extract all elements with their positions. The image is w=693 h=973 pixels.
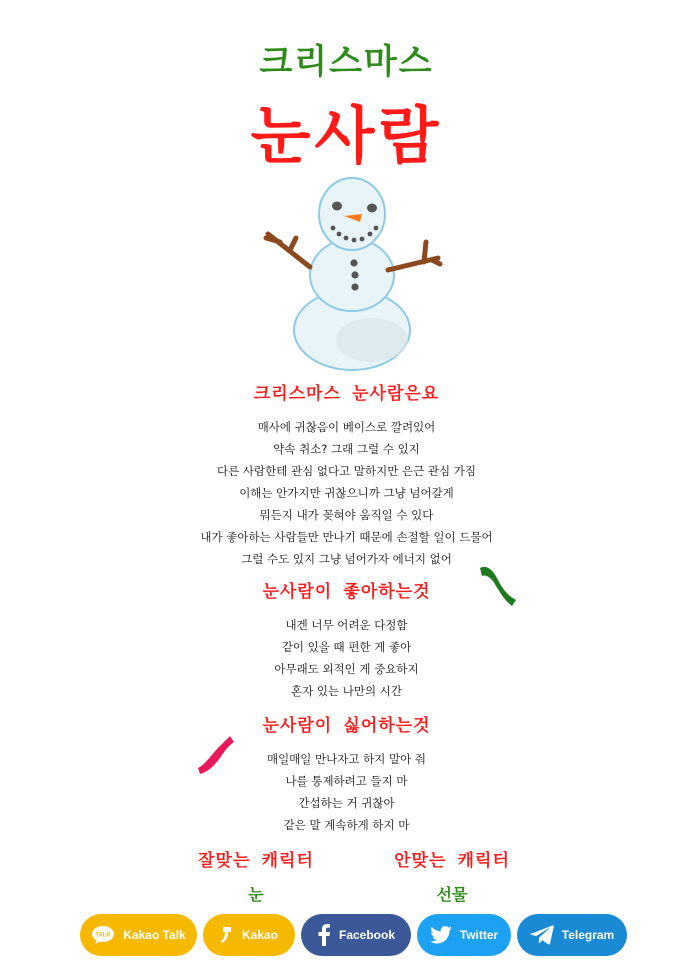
snowman-illustration [262,172,444,372]
good-match-value: 눈 [248,885,264,904]
likes-line: 내겐 너무 어려운 다정함 [285,618,408,632]
likes-line: 같이 있을 때 편한 게 좋아 [281,640,412,654]
dislikes-line: 매일매일 만나자고 하지 말아 줘 [266,752,427,766]
section-dislikes [0,712,693,836]
telegram-label: Telegram [561,928,615,942]
about-line: 내가 좋아하는 사람들만 만나기 때문에 손절할 일이 드물어 [200,530,493,544]
kakao-talk-label: Kakao Talk [123,928,186,942]
green-ribbon-decoration [478,562,518,608]
section-title-likes: 눈사람이 좋아하는것 [262,582,431,602]
likes-line: 혼자 있는 나만의 시간 [291,684,402,698]
about-line: 그럴 수도 있지 그냥 넘어가자 에너지 없어 [241,552,452,566]
twitter-label: Twitter [459,928,499,942]
facebook-label: Facebook [338,928,395,942]
kakao-story-icon [220,925,234,945]
section-likes [0,578,693,702]
bad-match-value: 선물 [436,885,468,904]
kakao-talk-share-button[interactable] [80,914,197,956]
about-line: 다른 사람한테 관심 없다고 말하지만 은근 관심 가짐 [217,464,476,478]
about-line: 약속 취소? 그래 그럴 수 있지 [273,442,420,456]
kakao-talk-icon [91,925,115,945]
about-line: 뭐든지 내가 꽂혀야 움직일 수 있다 [259,508,434,522]
kakao-label: Kakao [241,928,279,942]
dislikes-line: 나를 통제하려고 들지 마 [285,774,408,788]
page-title: 눈사람 [250,99,443,172]
facebook-icon [317,924,331,946]
about-line: 이해는 안가지만 귀찮으니까 그냥 넘어갈게 [239,486,454,500]
section-title-dislikes: 눈사람이 싫어하는것 [262,716,431,736]
about-line: 매사에 귀찮음이 베이스로 깔려있어 [257,420,436,434]
pink-ribbon-decoration [196,734,236,776]
twitter-share-button[interactable] [417,914,511,956]
dislikes-line: 같은 말 계속하게 하지 마 [283,818,410,832]
bad-match-title: 안맞는 캐릭터 [394,851,510,871]
share-bar [80,914,627,956]
dislikes-line: 간섭하는 거 귀찮아 [298,796,395,810]
facebook-share-button[interactable] [301,914,411,956]
good-match-title: 잘맞는 캐릭터 [198,851,314,871]
telegram-icon [530,925,554,945]
twitter-icon [430,926,452,944]
svg-text:TALK: TALK [95,932,112,939]
kakao-share-button[interactable] [203,914,295,956]
section-title-about: 크리스마스 눈사람은요 [253,384,440,404]
likes-line: 아무래도 외적인 게 중요하지 [274,662,419,676]
page-subtitle: 크리스마스 [259,42,434,82]
section-about [0,380,693,570]
telegram-share-button[interactable] [517,914,627,956]
